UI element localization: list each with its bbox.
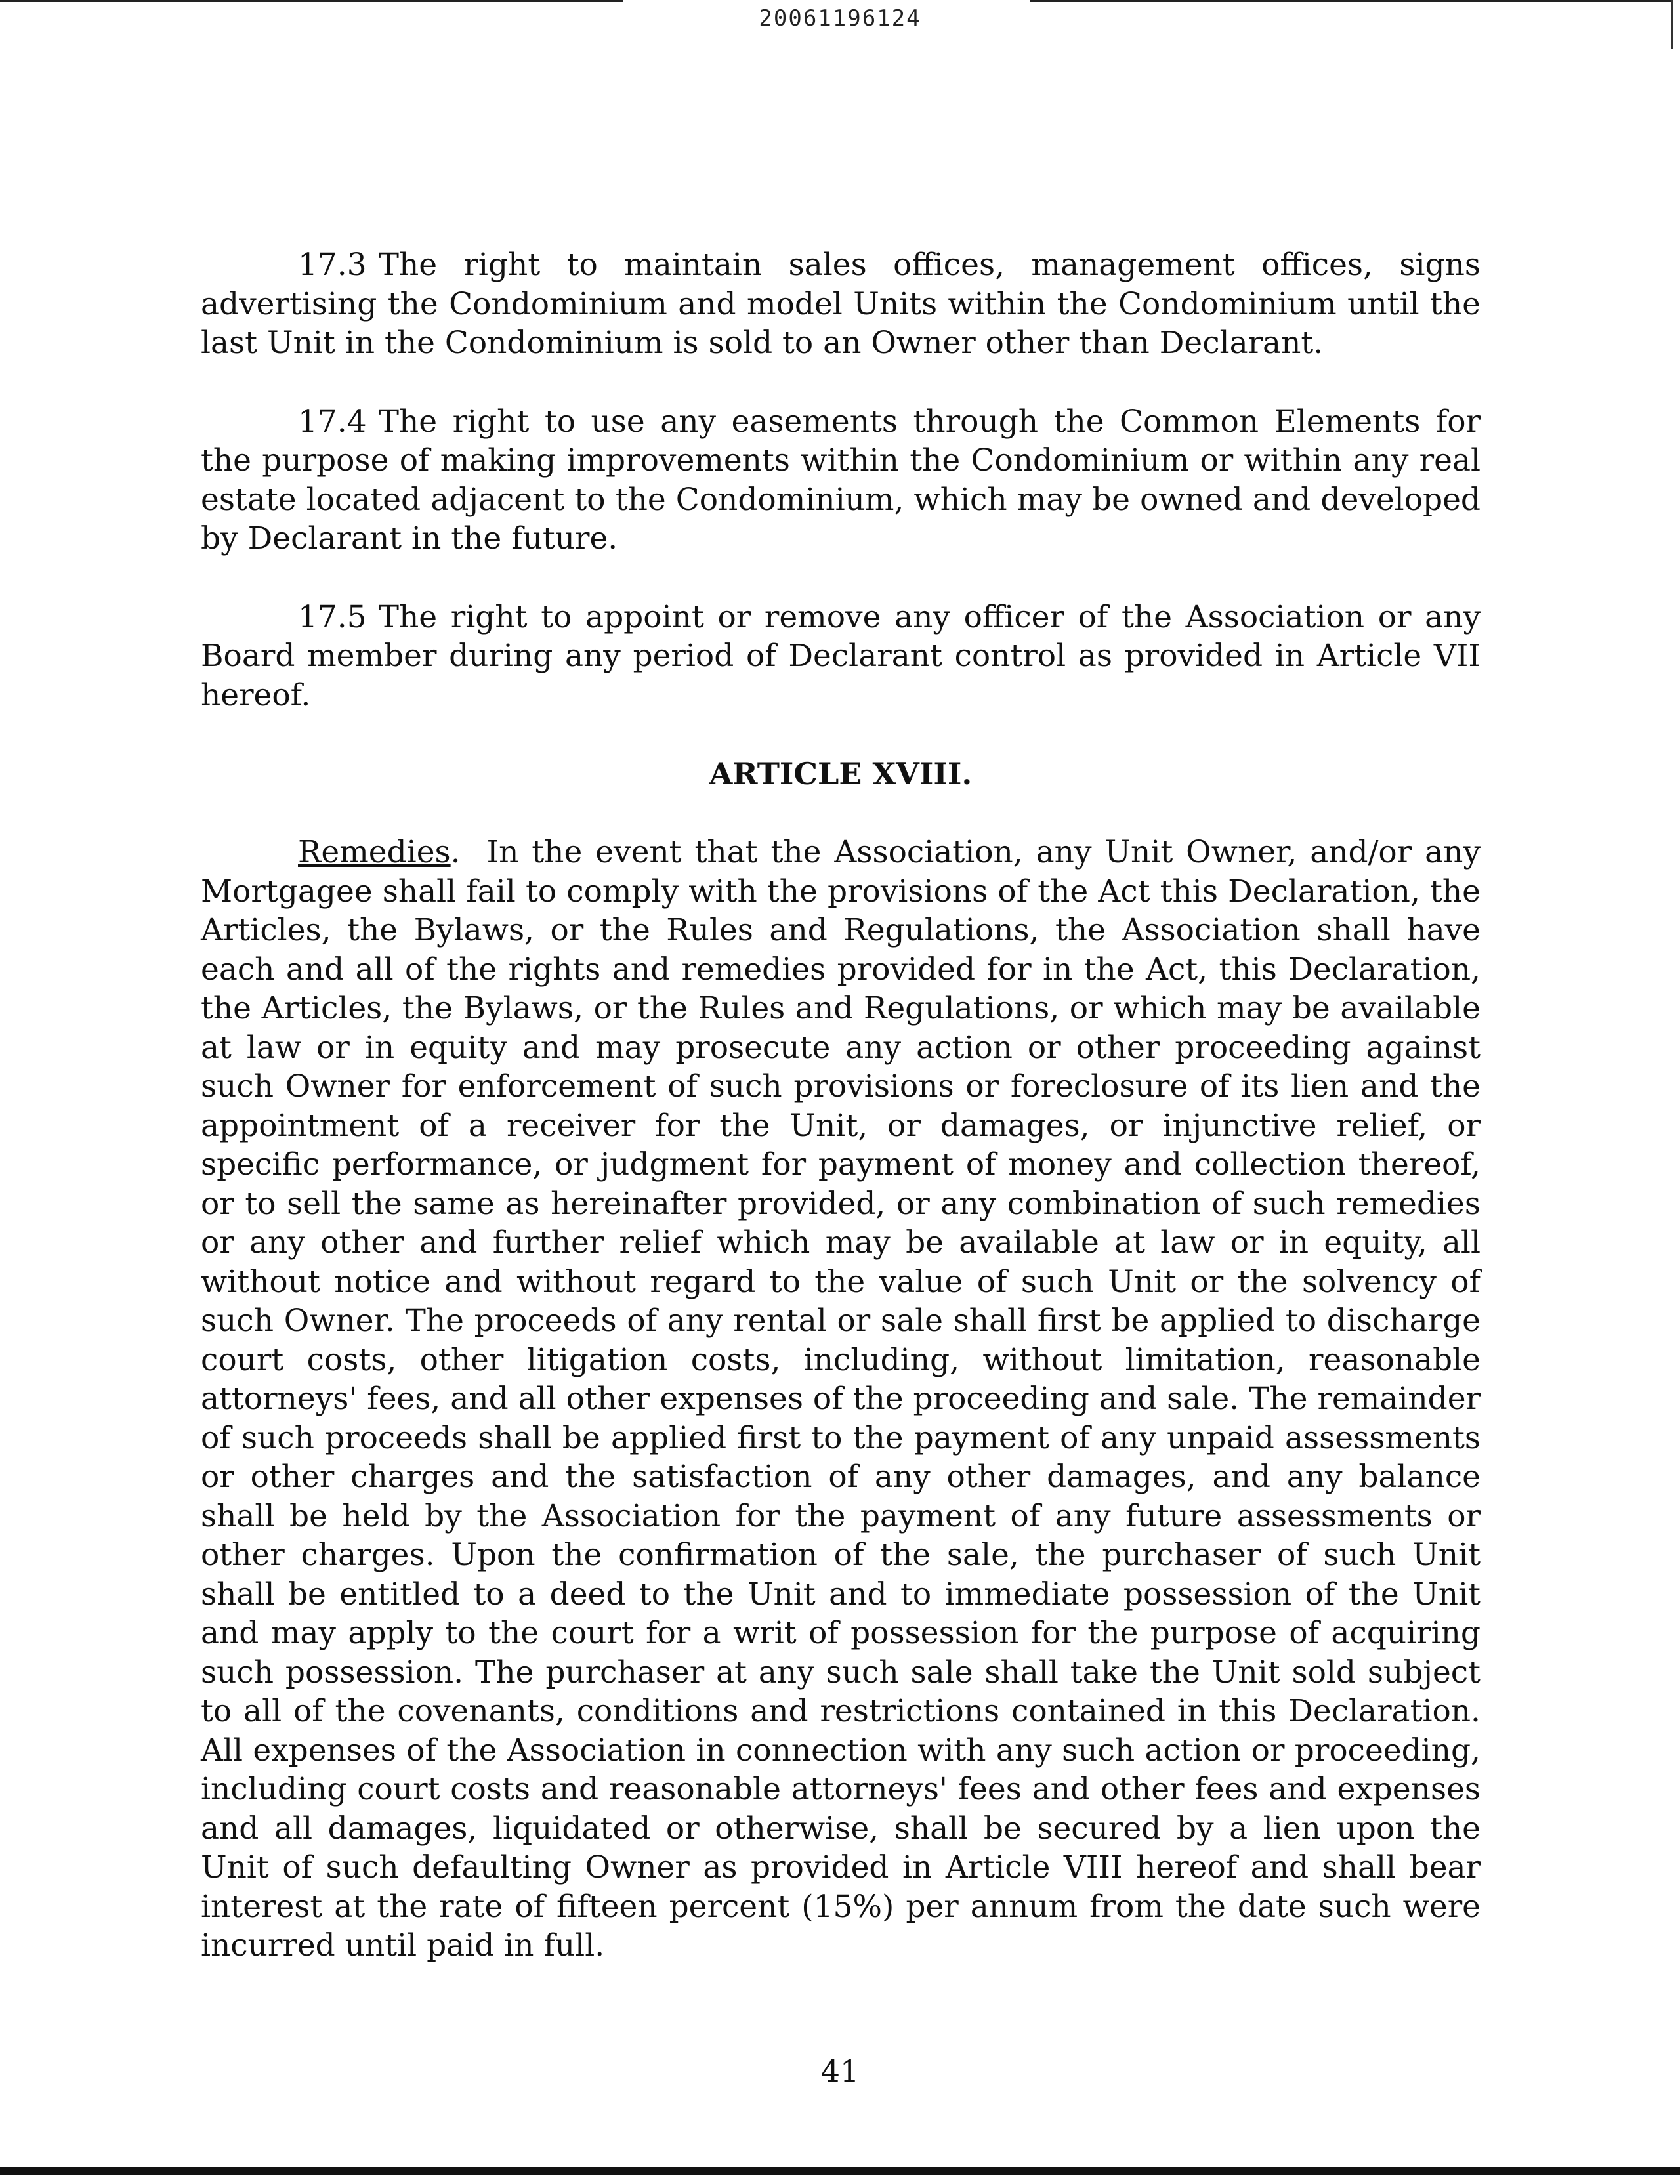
article-body-text: In the event that the Association, any Unit Owner, and/or any Mortgagee shall fail to comply with the provisions of the Act this Declaration, the Articles, the Bylaws, or the Rules and Regulations, the Association shall have each and all of the rights and remedies provided for in the Act, this Declaration, the Articles, the Bylaws, or the Rules and Regulations, or which may be available at law or in equity and may prosecute any action or other proceeding against such Owner for enforcement of such provisions or foreclosure of its lien and the appointment of a receiver for the Unit, or damages, or injunctive relief, or specific performance, or judgment for payment of money and collection thereof, or to sell the same as hereinafter provided, or any combination of such remedies or any other and further relief which may be available at law or in equity, all without notice and without regard to the value of such Unit or the solvency of such Owner. The proceeds of any rental or sale shall first be applied to discharge court costs, other litigation costs, including, without limitation, reasonable attorneys' fees, and all other expenses of the proceeding and sale. The remainder of such proceeds shall be applied first to the payment of any unpaid assessments or other charges and the satisfaction of any other damages, and any balance shall be held by the Association for the payment of any future assessments or other charges. Upon the confirmation of the sale, the purchaser of such Unit shall be entitled to a deed to the Unit and to immediate possession of the Unit and may apply to the court for a writ of possession for the purpose of acquiring such possession. The purchaser at any such sale shall take the Unit sold subject to all of the covenants, conditions and restrictions contained in this Declaration. All expenses of the Association in connection with any such action or proceeding, including court costs and reasonable attorneys' fees and other fees and expenses and all damages, liquidated or otherwise, shall be secured by a lien upon the Unit of such defaulting Owner as provided in Article VIII hereof and shall bear interest at the rate of fifteen percent (15%) per annum from the date such were incurred until paid in full. — [201, 834, 1480, 1964]
page-number: 41 — [820, 2053, 860, 2089]
section-text: The right to appoint or remove any officer of the Association or any Board member during any period of Declarant control as provided in Article VII hereof. — [201, 598, 1480, 713]
section-number: 17.5 — [298, 598, 367, 635]
section-number: 17.3 — [298, 247, 367, 283]
scan-border-top-right — [1030, 0, 1673, 2]
section-17-5 — [201, 598, 1480, 715]
section-text: The right to use any easements through the Common Elements for the purpose of making improvements within the Condominium or within any real estate located adjacent to the Condominium, which may be owned and developed by Declarant in the future. — [201, 403, 1480, 556]
article-title-punctuation: . — [450, 834, 461, 870]
scan-border-bottom — [0, 2167, 1680, 2175]
section-17-3 — [201, 245, 1480, 363]
section-17-4 — [201, 402, 1480, 558]
section-number: 17.4 — [298, 403, 367, 440]
article-heading: ARTICLE XVIII. — [709, 756, 973, 791]
article-body-paragraph — [201, 833, 1480, 1965]
page-body — [201, 245, 1480, 2005]
article-title: Remedies — [298, 834, 451, 870]
scan-border-top-left — [0, 0, 623, 2]
document-number: 20061196124 — [759, 5, 921, 32]
section-text: The right to maintain sales offices, management offices, signs advertising the Condominium and model Units within the Condominium until the last Unit in the Condominium is sold to an Owner other than Declarant. — [201, 247, 1480, 361]
